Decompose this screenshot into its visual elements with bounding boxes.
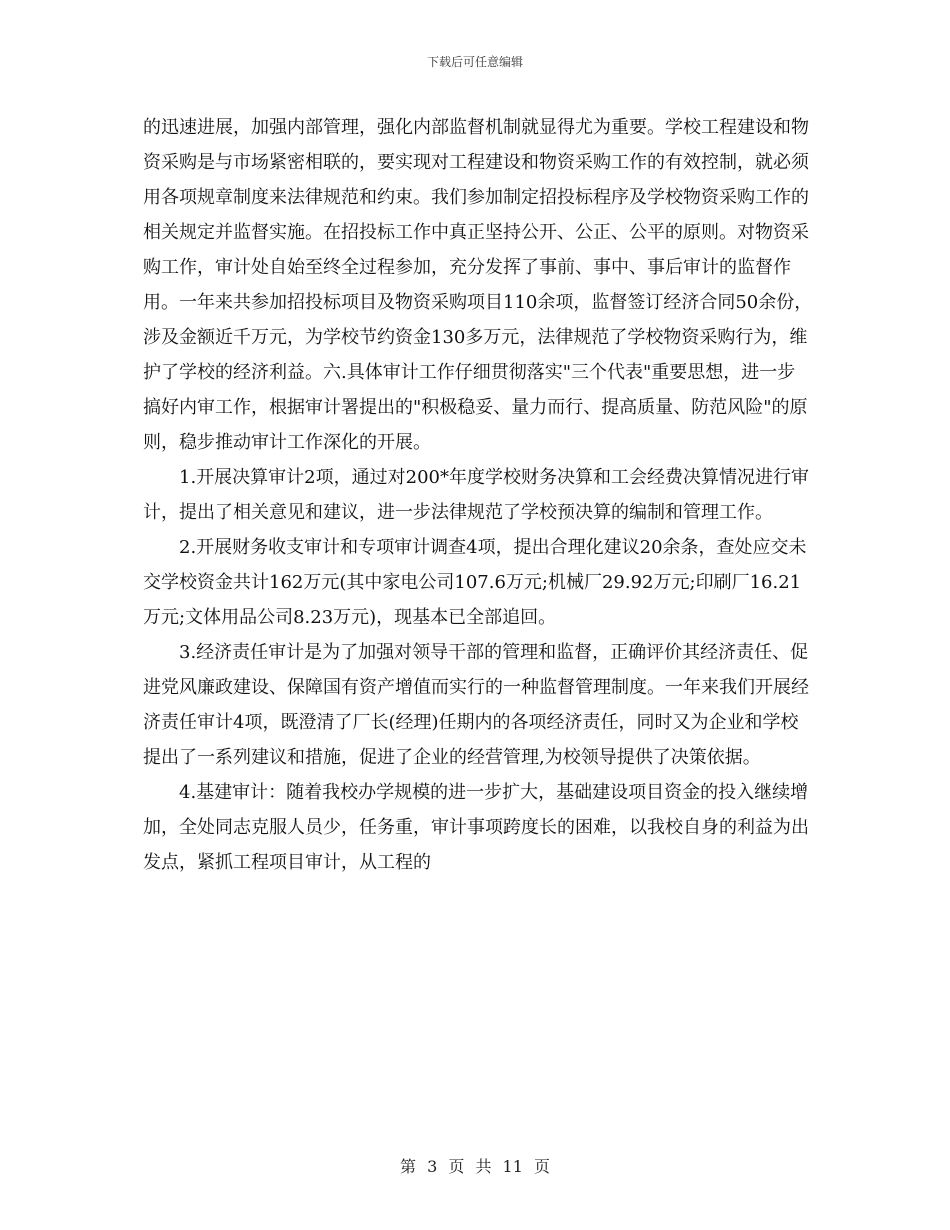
paragraph-intro: 的迅速进展，加强内部管理，强化内部监督机制就显得尤为重要。学校工程建设和物资采购是与市场紧密相联的，要实现对工程建设和物资采购工作的有效控制，就必须用各项规章制度来法律规范和约束。我们参加制定招投标程序及学校物资采购工作的相关规定并监督实施。在招投标工作中真正坚持公开、公正、公平的原则。对物资采购工作，审计处自始至终全过程参加，充分发挥了事前、事中、事后审计的监督作用。一年来共参加招投标项目及物资采购项目110余项，监督签订经济合同50余份，涉及金额近千万元，为学校节约资金130多万元，法律规范了学校物资采购行为，维护了学校的经济利益。六.具体审计工作仔细贯彻落实"三个代表"重要思想，进一步搞好内审工作，根据审计署提出的"积极稳妥、量力而行、提高质量、防范风险"的原则，稳步推动审计工作深化的开展。 — [143, 117, 813, 453]
paragraph-item-4: 4.基建审计：随着我校办学规模的进一步扩大，基础建设项目资金的投入继续增加，全处同志克服人员少，任务重，审计事项跨度长的困难，以我校自身的利益为出发点，紧抓工程项目审计，从工程的 — [143, 782, 809, 873]
page-number-footer: 第 3 页 共 11 页 — [400, 1157, 550, 1176]
document-body — [143, 110, 813, 880]
page-header: 下载后可任意编辑 — [426, 55, 523, 69]
paragraph-item-1: 1.开展决算审计2项，通过对200*年度学校财务决算和工会经费决算情况进行审计，提出了相关意见和建议，进一步法律规范了学校预决算的编制和管理工作。 — [143, 467, 809, 523]
paragraph-item-3: 3.经济责任审计是为了加强对领导干部的管理和监督，正确评价其经济责任、促进党风廉政建设、保障国有资产增值而实行的一种监督管理制度。一年来我们开展经济责任审计4项，既澄清了厂长(经理)任期内的各项经济责任，同时又为企业和学校提出了一系列建议和措施，促进了企业的经营管理,为校领导提供了决策依据。 — [143, 642, 809, 768]
paragraph-item-2: 2.开展财务收支审计和专项审计调查4项，提出合理化建议20余条，查处应交未交学校资金共计162万元(其中家电公司107.6万元;机械厂29.92万元;印刷厂16.21万元;文体用品公司8.23万元)，现基本已全部追回。 — [143, 537, 807, 628]
